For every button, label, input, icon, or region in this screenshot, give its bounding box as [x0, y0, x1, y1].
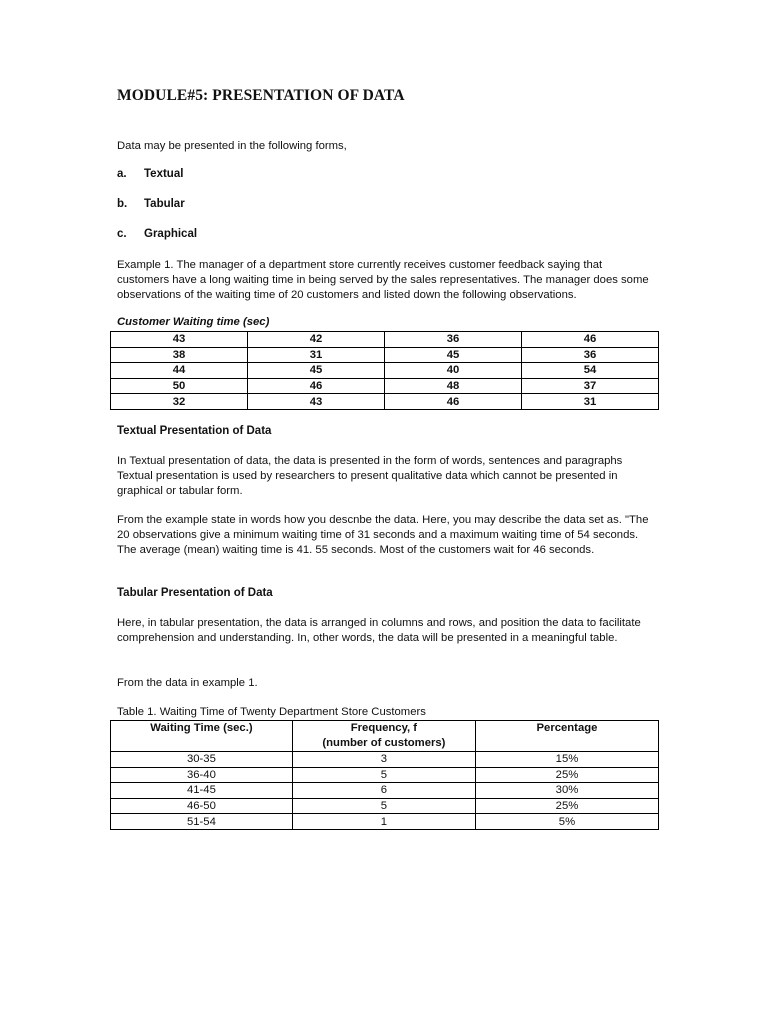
table-cell: 5 — [292, 767, 475, 783]
table-cell: 41-45 — [111, 783, 293, 799]
table-row — [111, 752, 659, 768]
table-cell: 51-54 — [111, 814, 293, 830]
list-label: Textual — [144, 168, 184, 180]
tabular-paragraph-2: From the data in example 1. — [117, 677, 258, 689]
table-cell: 36 — [522, 347, 659, 363]
tabular-heading: Tabular Presentation of Data — [117, 587, 273, 599]
table-cell: 48 — [385, 378, 522, 394]
table-cell: 5% — [475, 814, 658, 830]
table-cell: 5 — [292, 798, 475, 814]
table-cell: 46 — [385, 394, 522, 410]
tabular-paragraph-1: Here, in tabular presentation, the data is arranged in columns and rows, and position the data to facilitate comprehension and understanding. In, other words, the data will be presented in a meaningful table. — [117, 617, 641, 645]
table-cell: 50 — [111, 378, 248, 394]
table-row — [111, 378, 659, 394]
table-cell: 46-50 — [111, 798, 293, 814]
table-cell: 42 — [248, 332, 385, 348]
list-label: Tabular — [144, 198, 185, 210]
table-cell: 45 — [385, 347, 522, 363]
table-row — [111, 394, 659, 410]
table-cell: 46 — [522, 332, 659, 348]
table-row — [111, 363, 659, 379]
table-cell: 36 — [385, 332, 522, 348]
table-cell: 45 — [248, 363, 385, 379]
list-item-textual — [117, 168, 183, 180]
table1-caption: Table 1. Waiting Time of Twenty Department Store Customers — [117, 706, 426, 718]
table-cell: 1 — [292, 814, 475, 830]
example-paragraph: Example 1. The manager of a department store currently receives customer feedback saying that customers have a long waiting time in being served by the sales representatives. The manager does some observations of the waiting time of 20 customers and listed down the following observations. — [117, 259, 649, 302]
table-row — [111, 798, 659, 814]
table-cell: 43 — [248, 394, 385, 410]
table-cell: 3 — [292, 752, 475, 768]
list-marker: b. — [117, 198, 128, 210]
table-cell: 31 — [522, 394, 659, 410]
table-row — [111, 347, 659, 363]
table-cell: 37 — [522, 378, 659, 394]
table-cell: 25% — [475, 798, 658, 814]
table-cell: 30-35 — [111, 752, 293, 768]
list-marker: a. — [117, 168, 127, 180]
list-item-tabular — [117, 198, 185, 210]
table-cell: 15% — [475, 752, 658, 768]
table-header-row — [111, 721, 659, 752]
table-cell: 25% — [475, 767, 658, 783]
table-cell: 31 — [248, 347, 385, 363]
list-item-graphical — [117, 228, 197, 240]
header-frequency-line2: (number of customers) — [322, 737, 446, 749]
table-cell: 36-40 — [111, 767, 293, 783]
observations-caption: Customer Waiting time (sec) — [117, 316, 270, 328]
table-cell: 46 — [248, 378, 385, 394]
textual-paragraph-1: In Textual presentation of data, the data is presented in the form of words, sentences and paragraphs Textual presentation is used by researchers to present qualitative data which cannot be presented in graphical or tabular form. — [117, 455, 623, 498]
intro-text: Data may be presented in the following forms, — [117, 140, 347, 152]
table-cell: 32 — [111, 394, 248, 410]
table-row — [111, 783, 659, 799]
list-label: Graphical — [144, 228, 198, 240]
table-cell: 43 — [111, 332, 248, 348]
table-cell: 6 — [292, 783, 475, 799]
table-cell: 30% — [475, 783, 658, 799]
header-frequency-line1: Frequency, f — [350, 722, 418, 734]
header-waiting-time: Waiting Time (sec.) — [111, 721, 293, 752]
table-cell: 54 — [522, 363, 659, 379]
table-cell: 44 — [111, 363, 248, 379]
header-frequency — [292, 721, 475, 752]
observations-table — [110, 331, 659, 410]
page-title: MODULE#5: PRESENTATION OF DATA — [117, 87, 405, 104]
textual-heading: Textual Presentation of Data — [117, 425, 272, 437]
table-cell: 40 — [385, 363, 522, 379]
table-cell: 38 — [111, 347, 248, 363]
table-row — [111, 814, 659, 830]
table-row — [111, 332, 659, 348]
textual-paragraph-2: From the example state in words how you descnbe the data. Here, you may describe the data set as. "The 20 observations give a minimum waiting time of 31 seconds and a maximum waiting time of 54 seconds. The average (mean) waiting time is 41. 55 seconds. Most of the customers wait for 46 seconds. — [117, 514, 649, 557]
header-percentage: Percentage — [475, 721, 658, 752]
list-marker: c. — [117, 228, 127, 240]
table-row — [111, 767, 659, 783]
frequency-table — [110, 720, 659, 830]
